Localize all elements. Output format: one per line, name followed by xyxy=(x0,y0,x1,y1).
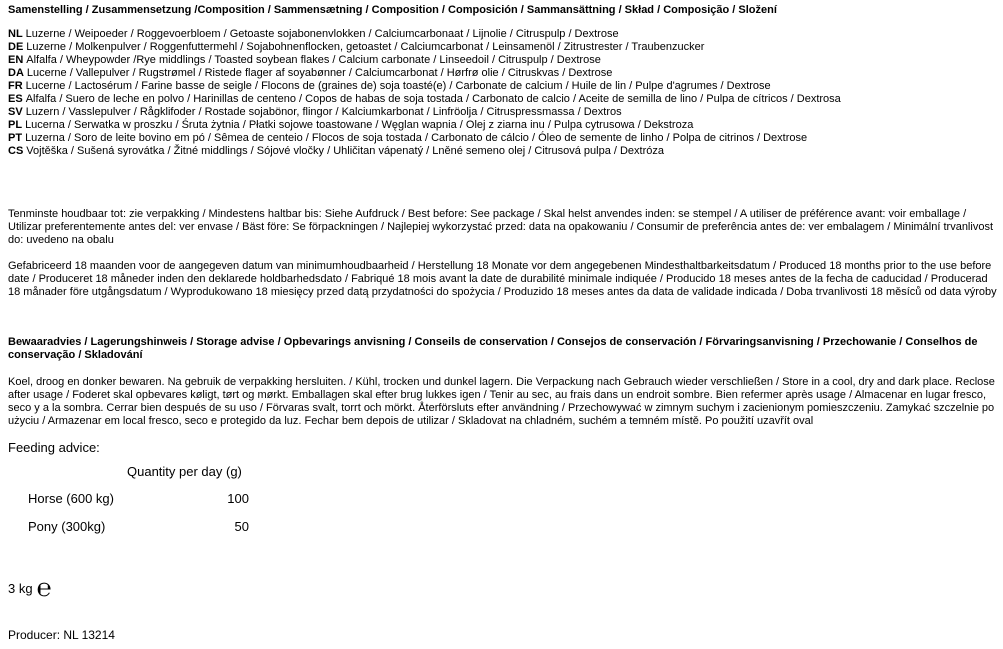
composition-line-sv xyxy=(8,106,997,119)
best-before-paragraph: Tenminste houdbaar tot: zie verpakking / Mindestens haltbar bis: Siehe Aufdruck / Best before: See package / Skal helst anvendes inden: se stempel / A utiliser de préférence avant: voir emballage / Utilizar preferentemente antes del: ver envase / Bäst före: Se förpackningen / Najlepiej wykorzystać przed: data na opakowaniu / Consumir de preferência antes de: ver embalagem / Minimální trvanlivost do: uvedeno na obalu xyxy=(8,208,993,246)
ingredients-text: Luzerna / Soro de leite bovino em pó / Sêmea de centeio / Flocos de soja tostada / Carbonato de cálcio / Óleo de semente de linho / Polpa de citrinos / Dextrose xyxy=(25,132,808,144)
composition-line-de xyxy=(8,41,997,54)
ingredients-text: Lucerne / Vallepulver / Rugstrømel / Ristede flager af soyabønner / Calciumcarbonat / Hørfrø olie / Citruskvas / Dextrose xyxy=(26,67,613,79)
producer-code: Producer: NL 13214 xyxy=(8,628,115,642)
quantity-value: 100 xyxy=(227,491,249,506)
net-weight-value: 3 kg xyxy=(8,581,33,596)
feeding-advice-title: Feeding advice: xyxy=(8,440,100,455)
ingredients-text: Luzern / Vasslepulver / Rågklifoder / Rostade sojabönor, flingor / Kalciumkarbonat / Linfröolja / Citruspressmassa / Dextros xyxy=(25,106,622,118)
quantity-column-header: Quantity per day (g) xyxy=(127,464,242,479)
language-code: PT xyxy=(8,132,23,144)
language-code: ES xyxy=(8,93,23,105)
language-code: DA xyxy=(8,67,24,79)
estimated-sign: ℮ xyxy=(36,574,52,602)
feeding-row-pony xyxy=(8,519,997,534)
animal-label: Pony (300kg) xyxy=(28,519,106,534)
quantity-value: 50 xyxy=(234,519,249,534)
composition-list xyxy=(8,28,997,158)
composition-line-da xyxy=(8,67,997,80)
composition-line-es xyxy=(8,93,997,106)
composition-line-pl xyxy=(8,119,997,132)
ingredients-text: Luzerne / Molkenpulver / Roggenfuttermehl / Sojabohnenflocken, getoastet / Calciumcarbonat / Leinsamenöl / Zitrustrester / Traubenzucker xyxy=(26,41,705,53)
composition-heading: Samenstelling / Zusammensetzung /Composition / Sammensætning / Composition / Composición / Sammansättning / Skład / Composição / Složení xyxy=(8,4,777,16)
production-date-paragraph: Gefabriceerd 18 maanden voor de aangegeven datum van minimumhoudbaarheid / Herstellung 18 Monate vor dem angegebenen Mindesthaltbarkeitsdatum / Produced 18 months prior to the use before date / Produceret 18 måneder inden den deklarede holdbarhedsdato / Fabriqué 18 mois avant la date de durabilité minimale indiquée / Producido 18 meses antes de la fecha de caducidad / Producerad 18 månader före utgångsdatum / Wyprodukowano 18 miesięcy przed datą przydatności do spożycia / Produzido 18 meses antes da data de validade indicada / Doba trvanlivosti 18 měsíců od data výroby xyxy=(8,260,997,298)
ingredients-text: Alfalfa / Suero de leche en polvo / Harinillas de centeno / Copos de habas de soja tostada / Carbonato de calcio / Aceite de semilla de lino / Pulpa de cítricos / Dextrosa xyxy=(25,93,841,105)
ingredients-text: Lucerna / Serwatka w proszku / Śruta żytnia / Płatki sojowe toastowane / Węglan wapnia / Olej z ziarna inu / Pulpa cytrusowa / Dekstroza xyxy=(25,119,694,131)
composition-line-cs xyxy=(8,145,997,158)
ingredients-text: Luzerne / Weipoeder / Roggevoerbloem / Getoaste sojabonenvlokken / Calciumcarbonaat / Lijnolie / Citruspulp / Dextrose xyxy=(25,28,619,40)
language-code: PL xyxy=(8,119,23,131)
composition-line-en xyxy=(8,54,997,67)
language-code: SV xyxy=(8,106,23,118)
language-code: NL xyxy=(8,28,23,40)
language-code: FR xyxy=(8,80,23,92)
composition-line-nl xyxy=(8,28,997,41)
animal-label: Horse (600 kg) xyxy=(28,491,114,506)
ingredients-text: Alfalfa / Wheypowder /Rye middlings / Toasted soybean flakes / Calcium carbonate / Linseedoil / Citruspulp / Dextrose xyxy=(26,54,601,66)
composition-line-pt xyxy=(8,132,997,145)
language-code: CS xyxy=(8,145,24,157)
storage-advice-heading: Bewaaradvies / Lagerungshinweis / Storage advise / Opbevarings anvisning / Conseils de conservation / Consejos de conservación / Förvaringsanvisning / Przechowanie / Conselhos de conservação / Skladování xyxy=(8,336,978,361)
composition-line-fr xyxy=(8,80,997,93)
ingredients-text: Lucerne / Lactosérum / Farine basse de seigle / Flocons de (graines de) soja toasté(e) / Carbonate de calcium / Huile de lin / Pulpe d'agrumes / Dextrose xyxy=(25,80,771,92)
language-code: EN xyxy=(8,54,24,66)
ingredients-text: Vojtěška / Sušená syrovátka / Žitné middlings / Sójové vločky / Uhličitan vápenatý / Lněné semeno olej / Citrusová pulpa / Dextróza xyxy=(26,145,664,157)
language-code: DE xyxy=(8,41,24,53)
storage-advice-paragraph: Koel, droog en donker bewaren. Na gebruik de verpakking hersluiten. / Kühl, trocken und dunkel lagern. Die Verpackung nach Gebrauch wieder verschließen / Store in a cool, dry and dark place. Reclose after usage / Foderet skal opbevares køligt, tørt og mørkt. Emballagen skal efter brug lukkes igen / Tenir au sec, au frais dans un endroit sombre. Bien refermer après usage / Almacenar en lugar fresco, seco y a la sombra. Cerrar bien después de su uso / Förvaras svalt, torrt och mörkt. Återförsluts efter användning / Przechowywać w zimnym suchym i zacienionym pomieszczeniu. Zamykać szczelnie po użyciu / Armazenar em local fresco, seco e protegido da luz. Fechar bem depois de utilizar / Skladovat na chladném, suchém a temném místě. Po použití uzavřít oval xyxy=(8,376,995,427)
feeding-row-horse xyxy=(8,491,997,506)
net-weight xyxy=(8,576,997,601)
